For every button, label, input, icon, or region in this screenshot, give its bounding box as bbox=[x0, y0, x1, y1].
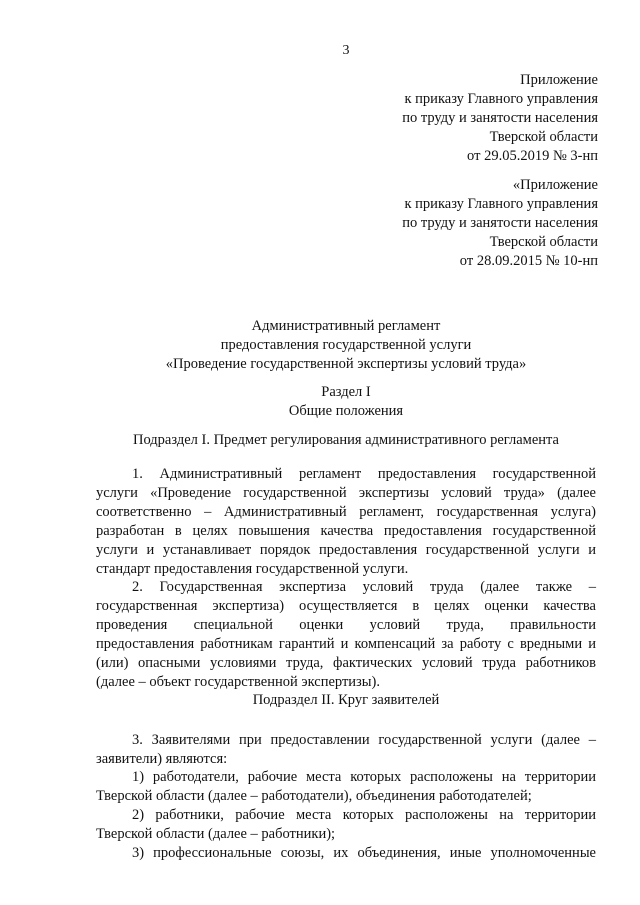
section-heading bbox=[96, 383, 596, 421]
paragraph-6 bbox=[96, 844, 596, 863]
appendix-line: Приложение bbox=[520, 72, 598, 88]
title-line: Административный регламент bbox=[251, 318, 441, 334]
text-line: разработан в целях повышения качества предоставления государственной bbox=[96, 523, 596, 539]
text-line: 1. Административный регламент предоставления государственной bbox=[132, 466, 596, 482]
appendix-line: к приказу Главного управления bbox=[404, 196, 598, 212]
text-line: проведения специальной оценки условий труда, правильности bbox=[96, 617, 596, 633]
text-line: заявители) являются: bbox=[96, 751, 228, 767]
subsection-title: Подраздел I. Предмет регулирования административного регламента bbox=[133, 432, 559, 448]
appendix-line: по труду и занятости населения bbox=[402, 110, 598, 126]
text-line: 3. Заявителями при предоставлении государственной услуги (далее – bbox=[132, 732, 596, 748]
appendix-header-current bbox=[402, 71, 598, 166]
text-line: (или) опасными условиями труда, фактических условий труда работников bbox=[96, 655, 596, 671]
appendix-line: от 29.05.2019 № 3-нп bbox=[467, 148, 598, 164]
regulation-title bbox=[96, 317, 596, 374]
text-line: Тверской области (далее – работники); bbox=[96, 826, 336, 842]
subsection-heading-2 bbox=[96, 691, 596, 710]
text-line: соответственно – Административный регламент, государственная услуга) bbox=[96, 504, 596, 520]
appendix-line: по труду и занятости населения bbox=[402, 215, 598, 231]
appendix-line: «Приложение bbox=[512, 177, 598, 193]
text-line: (далее – объект государственной экспертизы). bbox=[96, 674, 380, 690]
title-line: «Проведение государственной экспертизы условий труда» bbox=[165, 356, 527, 372]
text-line: Тверской области (далее – работодатели), объединения работодателей; bbox=[96, 788, 532, 804]
section-number: Раздел I bbox=[321, 384, 371, 400]
paragraph-2 bbox=[96, 578, 596, 692]
section-name: Общие положения bbox=[288, 403, 404, 419]
appendix-line: Тверской области bbox=[489, 234, 598, 250]
paragraph-4 bbox=[96, 768, 596, 806]
text-line: 2) работники, рабочие места которых расположены на территории bbox=[132, 807, 596, 823]
paragraph-1 bbox=[96, 465, 596, 579]
appendix-line: к приказу Главного управления bbox=[404, 91, 598, 107]
text-line: государственная экспертиза) осуществляется в целях оценки качества bbox=[96, 598, 596, 614]
text-line: 3) профессиональные союзы, их объединения, иные уполномоченные bbox=[132, 845, 596, 861]
subsection-title: Подраздел II. Круг заявителей bbox=[252, 692, 440, 708]
paragraph-5 bbox=[96, 806, 596, 844]
paragraph-3 bbox=[96, 731, 596, 769]
text-line: 2. Государственная экспертиза условий труда (далее также – bbox=[132, 579, 596, 595]
text-line: 1) работодатели, рабочие места которых расположены на территории bbox=[132, 769, 596, 785]
subsection-heading-1 bbox=[96, 431, 596, 450]
text-line: стандарт предоставления государственной услуги. bbox=[96, 561, 409, 577]
appendix-line: Тверской области bbox=[489, 129, 598, 145]
text-line: предоставления работникам гарантий и компенсаций за работу с вредными и bbox=[96, 636, 596, 652]
appendix-line: от 28.09.2015 № 10-нп bbox=[459, 253, 598, 269]
text-line: услуги «Проведение государственной экспертизы условий труда» (далее bbox=[96, 485, 596, 501]
appendix-header-original bbox=[402, 176, 598, 271]
title-line: предоставления государственной услуги bbox=[220, 337, 472, 353]
text-line: услуги и устанавливает порядок предоставления государственной услуги и bbox=[96, 542, 596, 558]
page-number: 3 bbox=[342, 43, 350, 58]
